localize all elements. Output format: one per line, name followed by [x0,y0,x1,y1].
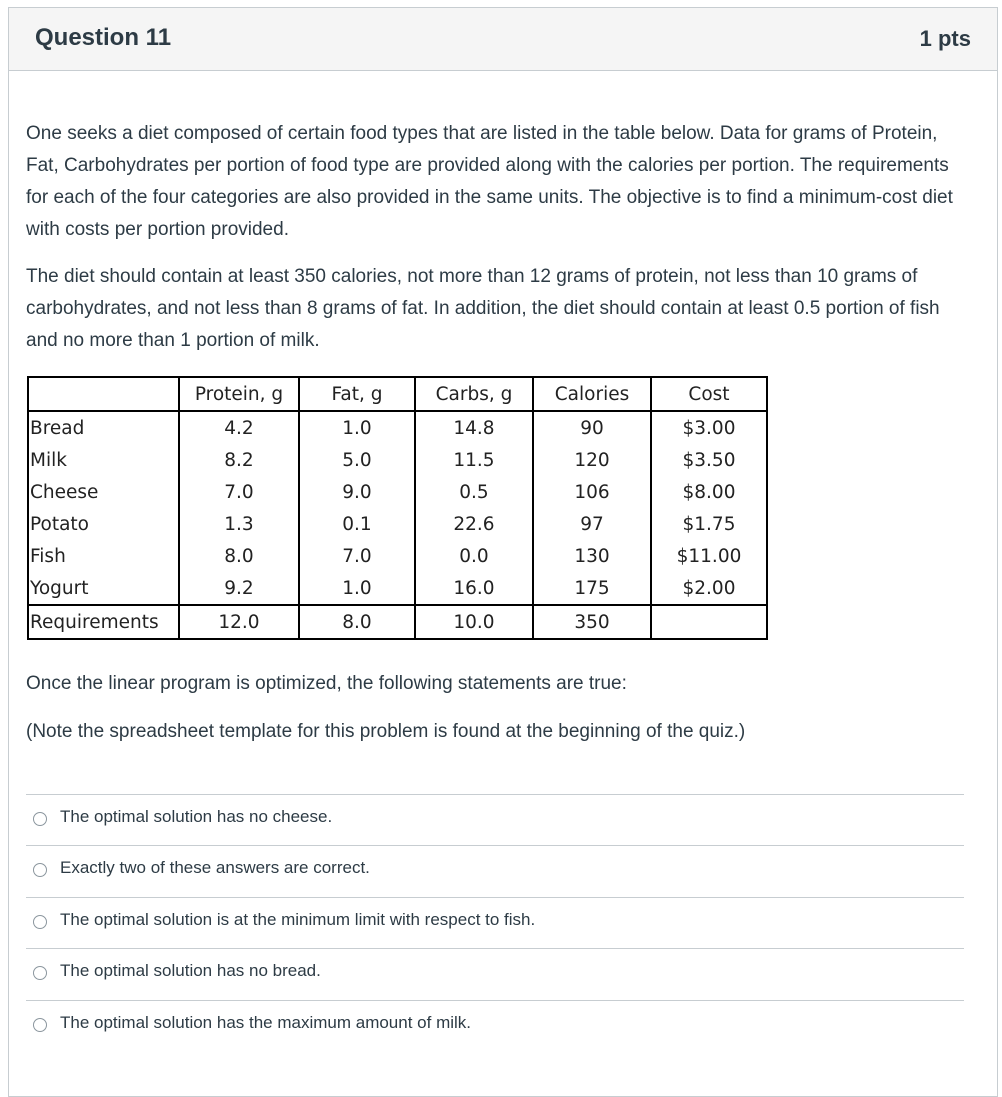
question-header [9,8,997,71]
radio-button[interactable] [33,863,47,877]
table-cell: Cheese [28,476,179,508]
table-cell: 90 [533,411,651,444]
answer-label[interactable]: Exactly two of these answers are correct. [60,858,370,877]
table-header-cell: Cost [651,377,767,411]
table-cell: 175 [533,572,651,605]
table-cell: 0.0 [415,540,533,572]
table-cell: 5.0 [299,444,415,476]
answer-label[interactable]: The optimal solution is at the minimum limit with respect to fish. [60,910,536,929]
table-cell: $11.00 [651,540,767,572]
table-cell: $3.50 [651,444,767,476]
answer-option[interactable] [26,897,964,948]
table-cell: 22.6 [415,508,533,540]
requirements-row [28,605,767,639]
table-cell: $1.75 [651,508,767,540]
table-cell: 10.0 [415,605,533,639]
answer-label[interactable]: The optimal solution has no cheese. [60,807,333,826]
table-cell: Bread [28,411,179,444]
table-cell: 16.0 [415,572,533,605]
table-cell: 97 [533,508,651,540]
table-cell: Yogurt [28,572,179,605]
table-row [28,411,767,444]
answer-label[interactable]: The optimal solution has the maximum amount of milk. [60,1013,472,1032]
answer-option[interactable] [26,794,964,845]
table-cell: Requirements [28,605,179,639]
table-cell: 7.0 [299,540,415,572]
question-title: Question 11 [35,24,172,51]
table-cell: Milk [28,444,179,476]
table-cell: Potato [28,508,179,540]
table-row [28,444,767,476]
radio-button[interactable] [33,1018,47,1032]
table-cell: 0.1 [299,508,415,540]
table-row [28,572,767,605]
question-points: 1 pts [919,26,971,51]
table-header-cell: Protein, g [179,377,299,411]
table-cell: 130 [533,540,651,572]
table-cell: 350 [533,605,651,639]
table-cell: 1.0 [299,411,415,444]
question-text [26,118,966,372]
table-cell: 11.5 [415,444,533,476]
table-row [28,508,767,540]
table-cell: 1.0 [299,572,415,605]
question-paragraph-1: One seeks a diet composed of certain food types that are listed in the table below. Data for grams of Protein, Fat, Carbohydrates per portion of food type are provided along with the calories per portion. The requirements for each of the four categories are also provided in the same units. The objective is to find a minimum-cost diet with costs per portion provided. [26,123,953,240]
table-cell: 8.0 [299,605,415,639]
table-cell: 120 [533,444,651,476]
diet-data-table [27,376,768,640]
table-cell: 9.0 [299,476,415,508]
followup-text [26,668,966,764]
table-cell: $3.00 [651,411,767,444]
table-cell: 4.2 [179,411,299,444]
table-cell: $8.00 [651,476,767,508]
answer-option[interactable] [26,1000,964,1051]
table-cell: 8.0 [179,540,299,572]
table-cell: 8.2 [179,444,299,476]
table-header-cell: Calories [533,377,651,411]
answer-option[interactable] [26,948,964,1000]
table-cell [651,605,767,639]
table-cell: 1.3 [179,508,299,540]
table-cell: 14.8 [415,411,533,444]
table-header-cell [28,377,179,411]
table-cell: $2.00 [651,572,767,605]
table-cell: 12.0 [179,605,299,639]
followup-line-2: (Note the spreadsheet template for this problem is found at the beginning of the quiz.) [26,721,746,742]
followup-line-1: Once the linear program is optimized, the following statements are true: [26,673,627,694]
table-cell: 106 [533,476,651,508]
table-header-row [28,377,767,411]
table-row [28,540,767,572]
answer-list [26,794,964,1051]
answer-option[interactable] [26,845,964,897]
table-header-cell: Fat, g [299,377,415,411]
table-row [28,476,767,508]
table-cell: Fish [28,540,179,572]
table-cell: 9.2 [179,572,299,605]
answer-label[interactable]: The optimal solution has no bread. [60,961,321,980]
radio-button[interactable] [33,915,47,929]
question-paragraph-2: The diet should contain at least 350 calories, not more than 12 grams of protein, not less than 10 grams of carbohydrates, and not less than 8 grams of fat. In addition, the diet should contain at least 0.5 portion of fish and no more than 1 portion of milk. [26,266,940,351]
radio-button[interactable] [33,812,47,826]
table-cell: 0.5 [415,476,533,508]
table-header-cell: Carbs, g [415,377,533,411]
radio-button[interactable] [33,966,47,980]
table-cell: 7.0 [179,476,299,508]
